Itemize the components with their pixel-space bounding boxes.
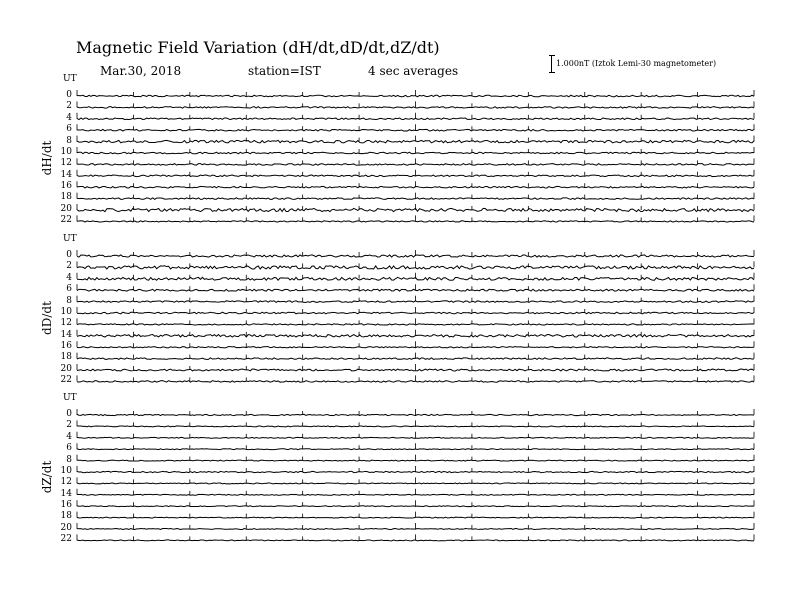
row-label: 2 <box>66 101 72 111</box>
trace-row-22 <box>77 381 754 383</box>
trace-row-20 <box>77 208 754 211</box>
row-label: 22 <box>60 534 72 544</box>
trace-row-18 <box>77 517 754 518</box>
trace-row-2 <box>77 426 754 427</box>
row-label: 10 <box>60 147 72 157</box>
row-label: 18 <box>60 511 72 521</box>
trace-row-18 <box>77 358 754 360</box>
trace-row-0 <box>77 255 754 257</box>
trace-row-4 <box>77 118 754 120</box>
panel-dd-ylabel: dD/dt <box>40 301 54 335</box>
date-label: Mar.30, 2018 <box>100 64 182 78</box>
scale-label: 1.000nT (Iztok Lemi-30 magnetometer) <box>556 59 717 68</box>
trace-row-0 <box>77 95 754 97</box>
row-label: 16 <box>60 500 72 510</box>
row-label: 14 <box>60 170 72 180</box>
row-label: 22 <box>60 375 72 385</box>
row-label: 20 <box>60 523 72 533</box>
row-label: 8 <box>66 136 72 146</box>
row-label: 10 <box>60 307 72 317</box>
row-label: 2 <box>66 420 72 430</box>
panel-dddt <box>77 250 754 382</box>
panel-dz-ylabel: dZ/dt <box>40 460 54 494</box>
row-label: 18 <box>60 192 72 202</box>
row-label: 0 <box>66 409 72 419</box>
row-label: 12 <box>60 158 72 168</box>
row-label: 18 <box>60 352 72 362</box>
trace-row-22 <box>77 221 754 222</box>
row-label: 8 <box>66 455 72 465</box>
row-label: 6 <box>66 124 72 134</box>
row-label: 2 <box>66 261 72 271</box>
row-label: 20 <box>60 364 72 374</box>
row-label: 0 <box>66 250 72 260</box>
trace-row-6 <box>77 449 754 450</box>
row-label: 22 <box>60 215 72 225</box>
trace-row-14 <box>77 494 754 495</box>
page-title: Magnetic Field Variation (dH/dt,dD/dt,dZ/dt) <box>76 38 440 57</box>
row-label: 14 <box>60 489 72 499</box>
trace-row-10 <box>77 471 754 472</box>
row-label: 16 <box>60 341 72 351</box>
row-label: 12 <box>60 477 72 487</box>
row-label: 4 <box>66 432 72 442</box>
panel-dh-ylabel: dH/dt <box>40 140 54 176</box>
row-label: 12 <box>60 318 72 328</box>
row-label: 8 <box>66 296 72 306</box>
station-label: station=IST <box>248 64 321 78</box>
row-label: 6 <box>66 284 72 294</box>
averaging-label: 4 sec averages <box>368 64 459 78</box>
trace-row-20 <box>77 529 754 530</box>
row-label: 6 <box>66 443 72 453</box>
row-label: 16 <box>60 181 72 191</box>
row-label: 10 <box>60 466 72 476</box>
row-label: 4 <box>66 273 72 283</box>
row-label: 4 <box>66 113 72 123</box>
panel-dz-ut-label: UT <box>63 393 77 403</box>
row-label: 0 <box>66 90 72 100</box>
panel-dhdt <box>77 90 754 222</box>
panel-dh-ut-label: UT <box>63 74 77 84</box>
row-label: 14 <box>60 330 72 340</box>
panel-dd-ut-label: UT <box>63 234 77 244</box>
panel-dzdt <box>77 409 754 541</box>
trace-row-22 <box>77 540 754 541</box>
row-label: 20 <box>60 204 72 214</box>
